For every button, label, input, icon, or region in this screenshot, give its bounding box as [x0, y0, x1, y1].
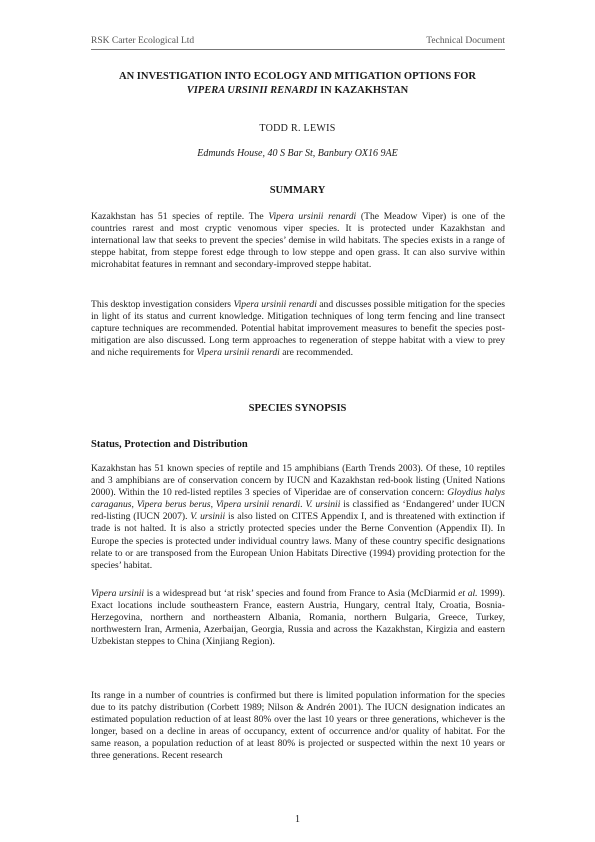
- text-run: and discusses possible mitigation for the species in light of its status and current knowledge. Mitigation techniques of long term fencing and line transect capture techniques are recommended. Potential habitat improvement measures to benefit the species post-mitigation are also discussed. Long term approaches to regeneration of steppe habitat with a view to prey and niche requirements for: [91, 299, 505, 359]
- italic-text-run: Vipera berus berus: [136, 499, 211, 511]
- summary-paragraph-1: [91, 211, 505, 271]
- header-left: RSK Carter Ecological Ltd: [91, 36, 195, 46]
- italic-text-run: Vipera ursinii renardi: [268, 211, 357, 222]
- text-run: is also listed on CITES Appendix I, and is threatened with extinction if trade is not halted. It is also a strictly protected species under the Berne Convention (Appendix II). In Europe the species is protected under individual country laws. Many of these country specific designations relate to or are transposed from the European Union Habitats Directive (1994) providing protection for the species’ habitat.: [91, 511, 505, 571]
- title-line-1: AN INVESTIGATION INTO ECOLOGY AND MITIGATION OPTIONS FOR: [119, 71, 476, 82]
- italic-text-run: V. ursinii: [190, 511, 226, 523]
- synopsis-heading: SPECIES SYNOPSIS: [248, 403, 347, 414]
- title-species: VIPERA URSINII RENARDI: [186, 85, 318, 96]
- text-run: ,: [131, 499, 137, 511]
- italic-text-run: Gloydius halys caraganus: [91, 487, 505, 511]
- synopsis-paragraph-3: [91, 690, 505, 763]
- synopsis-paragraph-1: [91, 463, 505, 572]
- text-run: This desktop investigation considers: [91, 299, 234, 310]
- text-run: 1999). Exact locations include southeastern France, eastern Austria, Hungary, central Italy, Croatia, Bosnia-Herzegovina, northern and northeastern Albania, Romania, northern Bulgaria, Greece, Turkey, northwestern Iran, Armenia, Azerbaijan, Georgia, Russia and across the Kazakhstan, Kirgizia and eastern Uzbekistan steppes to China (Xinjiang Region).: [91, 588, 505, 648]
- author-name: TODD R. LEWIS: [259, 123, 336, 134]
- title-line-2: [60, 84, 535, 98]
- text-run: is a widespread but ‘at risk’ species and found from France to Asia (McDiarmid: [144, 588, 459, 599]
- text-run: (The Meadow Viper) is one of the countries rarest and most cryptic venomous viper species. It is protected under Kazakhstan and international law that seeks to prevent the species’ demise in wild habitats. The species exists in a range of steppe habitat, from steppe forest edge through to low steppe and open grass. It can also survive within microhabitat features in remnant and secondary-improved steppe habitat.: [91, 211, 505, 271]
- title-rest: IN KAZAKHSTAN: [317, 85, 409, 96]
- summary-heading: SUMMARY: [269, 185, 326, 196]
- text-run: Kazakhstan has 51 species of reptile. The: [91, 211, 269, 222]
- author-address: Edmunds House, 40 S Bar St, Banbury OX16 9AE: [197, 148, 398, 159]
- italic-text-run: V. ursinii: [305, 499, 341, 511]
- synopsis-paragraph-2: [91, 588, 505, 648]
- page-number: 1: [295, 814, 300, 825]
- italic-text-run: Vipera ursinii: [91, 588, 145, 599]
- italic-text-run: et al.: [458, 588, 478, 599]
- running-header: [91, 36, 505, 50]
- text-run: .: [300, 499, 306, 511]
- italic-text-run: Vipera ursinii renardi: [196, 347, 280, 359]
- italic-text-run: Vipera ursinii renardi: [233, 299, 317, 310]
- text-run: ,: [210, 499, 216, 511]
- text-run: is classified as ‘Endangered’ under IUCN red-listing (IUCN 2007).: [91, 499, 506, 523]
- text-run: are recommended.: [279, 347, 354, 359]
- italic-text-run: Vipera ursinii renardi: [215, 499, 301, 511]
- paper-title: [60, 70, 535, 98]
- header-right: Technical Document: [426, 36, 505, 46]
- text-run: Its range in a number of countries is confirmed but there is limited population information for the species due to its patchy distribution (Corbett 1989; Nilson & Andrén 2001). The IUCN designation indicates an estimated population reduction of at least 80% over the last 10 years or three generations, whichever is the longer, based on a decline in areas of occupancy, extent of occurrence and/or quality of habitat. For the same reason, a population reduction of at least 80% is projected or suspected within the next 10 years or three generations. Recent research: [91, 690, 505, 762]
- summary-paragraph-2: [91, 299, 505, 359]
- text-run: Kazakhstan has 51 known species of reptile and 15 amphibians (Earth Trends 2003). Of these, 10 reptiles and 3 amphibians are of conservation concern by IUCN and Kazakhstan red-book listing (United Nations 2000). Within the 10 red-listed reptiles 3 species of Viperidae are of conservation concern:: [91, 463, 505, 499]
- status-subheading: Status, Protection and Distribution: [91, 439, 248, 450]
